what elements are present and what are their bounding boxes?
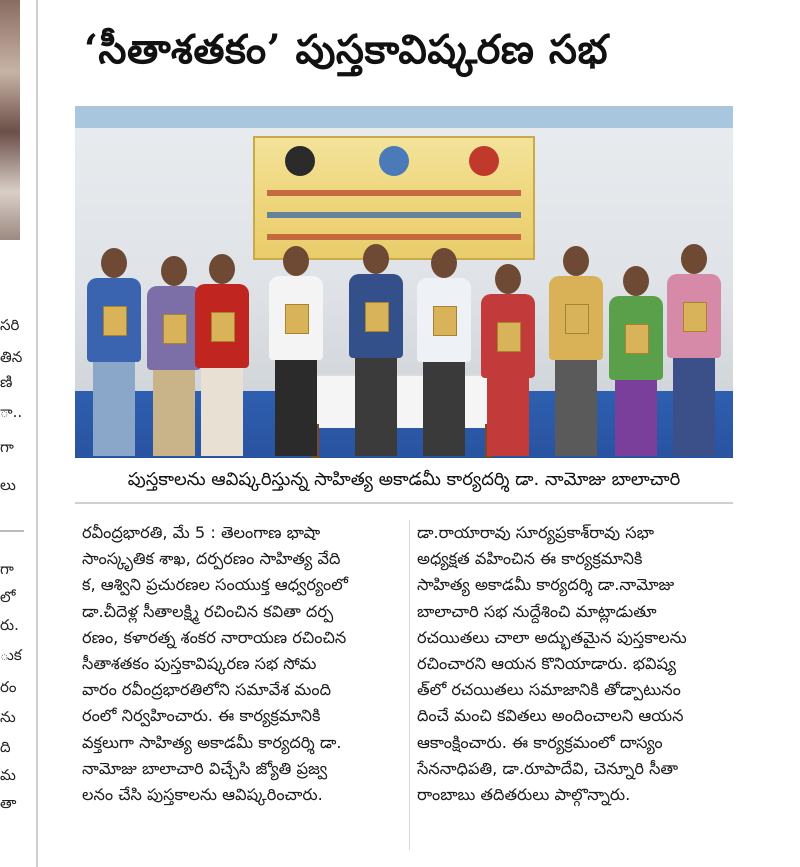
body-line: రాంబాబు తదితరులు పాల్గొన్నారు. xyxy=(417,784,631,804)
column-divider xyxy=(36,0,38,867)
book-icon xyxy=(433,306,457,336)
person-legs xyxy=(355,356,397,456)
person-head xyxy=(623,266,649,296)
body-line: త్‌లో రచయితలు సమాజానికి తోడ్పాటునం xyxy=(417,680,681,700)
person-legs xyxy=(275,358,317,456)
book-icon xyxy=(365,302,389,332)
person-legs xyxy=(555,358,597,456)
body-line: దించే మంచి కవితలు అందించాలని ఆయన xyxy=(417,706,684,726)
adjacent-text-fragment: తిన xyxy=(0,348,23,366)
person-legs xyxy=(423,360,465,456)
person-legs xyxy=(487,376,529,456)
adjacent-text-fragment: లో xyxy=(0,588,16,606)
person-legs xyxy=(673,356,715,456)
adjacent-text-fragment: మ xyxy=(0,766,16,784)
book-icon xyxy=(103,306,127,336)
adjacent-text-fragment: ది xyxy=(0,738,11,756)
headline: ‘సీతాశతకం’ పుస్తకావిష్కరణ సభ xyxy=(84,26,608,73)
person-head xyxy=(681,244,707,274)
banner-text-line xyxy=(267,190,521,196)
adjacent-text-fragment: గా xyxy=(0,438,14,456)
adjacent-text-fragment: లు xyxy=(0,476,16,494)
photo-ceiling xyxy=(75,106,733,128)
person-head xyxy=(283,246,309,276)
person-legs xyxy=(93,360,135,456)
column-divider xyxy=(409,520,410,850)
banner-portrait-icon xyxy=(285,146,315,176)
adjacent-text-fragment: ణి xyxy=(0,373,13,391)
adjacent-photo xyxy=(0,0,20,240)
person-head xyxy=(495,264,521,294)
person-head xyxy=(563,246,589,276)
adjacent-text-fragment: సరి xyxy=(0,316,20,334)
body-line: సేననాధిపతి, డా.రూపాదేవి, చెన్నూరి సీతా xyxy=(417,758,679,778)
body-column-right xyxy=(417,520,739,808)
body-line: వారం రవీంద్రభారతిలోని సమావేశ మంది xyxy=(82,680,332,700)
body-line: క, ఆశ్విని ప్రచురణల సంయుక్త ఆధ్వర్యంలో xyxy=(82,575,348,595)
adjacent-text-fragment: ా.. xyxy=(0,403,23,421)
banner-text-line xyxy=(267,212,521,218)
adjacent-text-fragment: ుక xyxy=(0,646,22,664)
book-icon xyxy=(565,304,589,334)
body-line: డా.రాయారావు సూర్యప్రకాశ్‌రావు సభా xyxy=(417,523,654,542)
body-line: ఆకాంక్షించారు. ఈ కార్యక్రమంలో దాస్యం xyxy=(417,732,663,752)
event-photo xyxy=(75,106,733,458)
banner-emblem-icon xyxy=(379,146,409,176)
adjacent-text-fragment: ను xyxy=(0,708,16,726)
person-legs xyxy=(201,366,243,456)
body-line: నామోజు బాలాచారి విచ్చేసి జ్యోతి ప్రజ్వ xyxy=(82,758,328,778)
body-line: సాంస్కృతిక శాఖ, దర్పరణం సాహిత్య వేది xyxy=(82,549,341,569)
person-head xyxy=(363,244,389,274)
adjacent-article-edge xyxy=(0,0,48,867)
body-line: రణం, కళారత్న శంకర నారాయణ రచించిన xyxy=(82,627,347,647)
adjacent-text-fragment: రం xyxy=(0,678,17,696)
banner-text-line xyxy=(267,234,521,240)
adjacent-separator xyxy=(0,530,24,532)
body-line: వక్తలుగా సాహిత్య అకాడమీ కార్యదర్శి డా. xyxy=(82,732,342,752)
book-icon xyxy=(163,314,187,344)
body-line: డా.చీదెళ్ల సీతాలక్ష్మి రచించిన కవితా దర్ప xyxy=(82,601,334,621)
adjacent-text-fragment: గా xyxy=(0,560,14,578)
book-icon xyxy=(625,324,649,354)
stage-banner xyxy=(253,136,535,260)
body-line: రంలో నిర్వహించారు. ఈ కార్యక్రమానికి xyxy=(82,706,321,726)
person-legs xyxy=(615,378,657,456)
person-head xyxy=(101,248,127,278)
banner-logo-icon xyxy=(469,146,499,176)
adjacent-text-fragment: రు. xyxy=(0,616,19,634)
body-line: సీతాశతకం పుస్తకావిష్కరణ సభ సోమ xyxy=(82,653,317,673)
body-line: రచయితలు చాలా అద్భుతమైన పుస్తకాలను xyxy=(417,627,687,647)
body-column-left xyxy=(82,520,404,808)
body-line: సాహిత్య అకాడమీ కార్యదర్శి డా.నామోజు xyxy=(417,575,675,595)
body-line: అధ్యక్షత వహించిన ఈ కార్యక్రమానికి xyxy=(417,549,643,569)
person-head xyxy=(209,254,235,284)
person-head xyxy=(161,256,187,286)
book-icon xyxy=(683,302,707,332)
body-line: రచించారని ఆయన కొనియాడారు. భవిష్య xyxy=(417,653,677,673)
photo-caption: పుస్తకాలను ఆవిష్కరిస్తున్న సాహిత్య అకాడమీ కార్యదర్శి డా. నామోజు బాలాచారి xyxy=(75,458,733,504)
body-line: రవీంద్రభారతి, మే 5 : తెలంగాణ భాషా xyxy=(82,523,321,542)
book-icon xyxy=(285,304,309,334)
book-icon xyxy=(497,322,521,352)
person-head xyxy=(431,248,457,278)
adjacent-text-fragment: తా xyxy=(0,794,17,812)
book-icon xyxy=(211,312,235,342)
body-line: బాలాచారి సభ నుద్దేశించి మాట్లాడుతూ xyxy=(417,601,657,621)
person-legs xyxy=(153,368,195,456)
body-line: లనం చేసి పుస్తకాలను ఆవిష్కరించారు. xyxy=(82,784,323,804)
